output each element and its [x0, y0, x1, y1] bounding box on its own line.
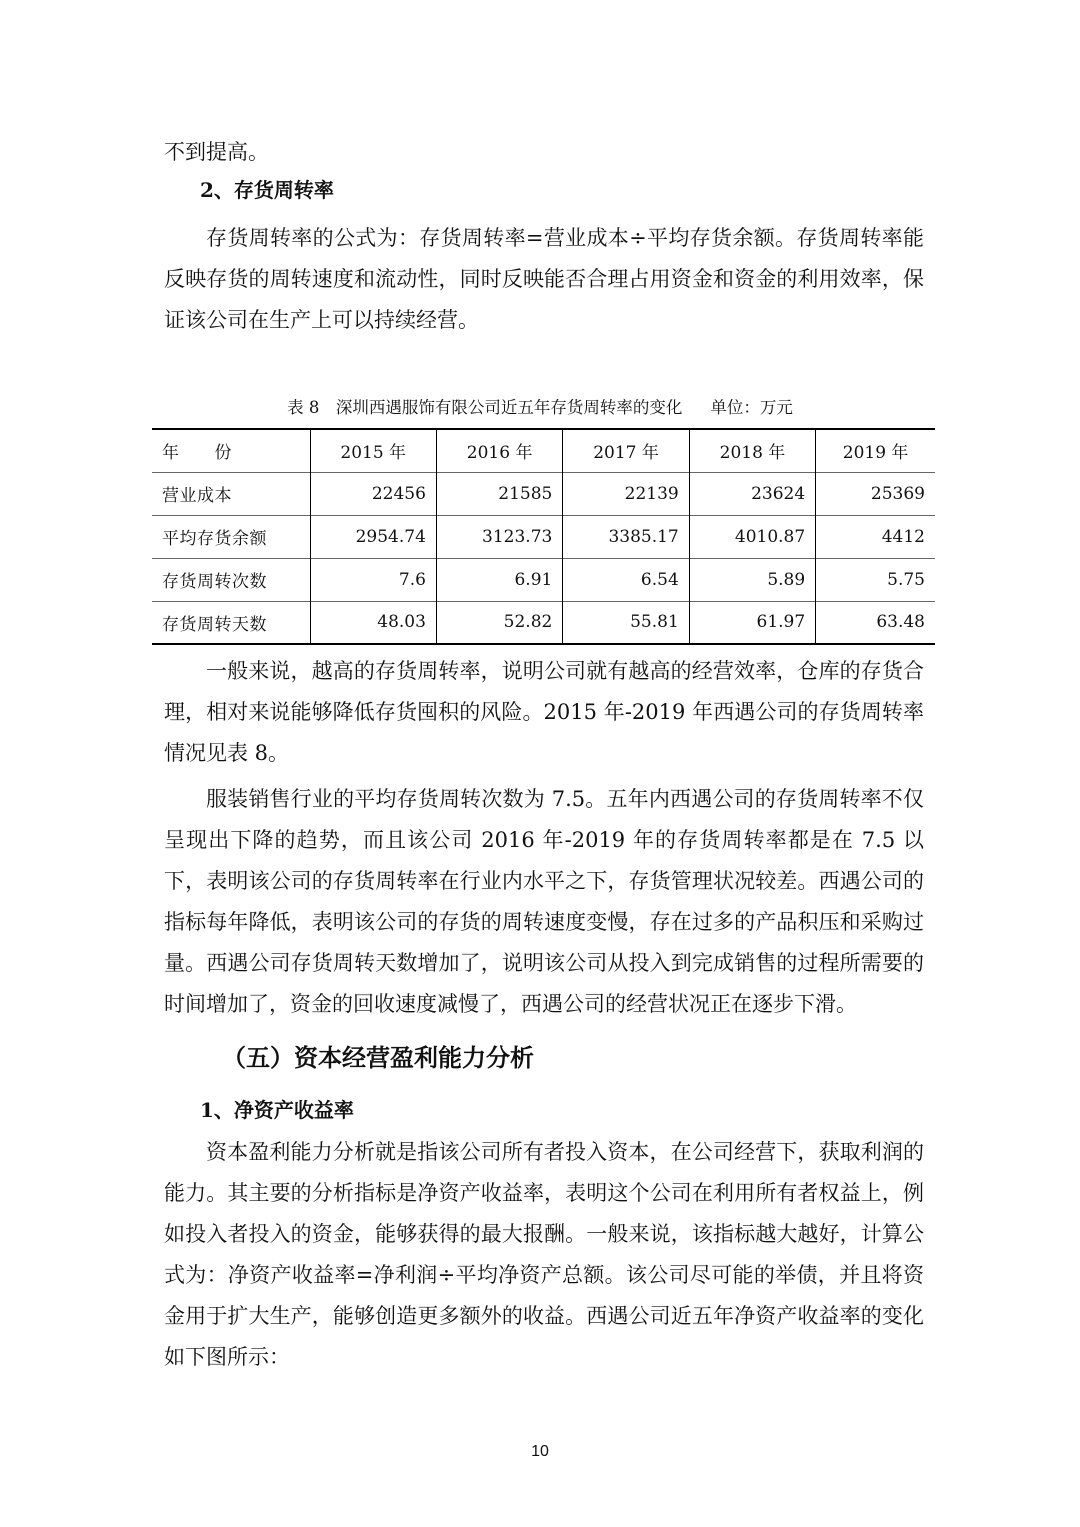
table-row	[152, 558, 935, 601]
section-heading: （五）资本经营盈利能力分析	[222, 1043, 534, 1072]
table-row	[152, 472, 935, 515]
header-year: 2017 年	[563, 429, 689, 472]
header-year: 2018 年	[689, 429, 815, 472]
table-cell: 3385.17	[563, 515, 689, 558]
table-cell: 48.03	[310, 601, 436, 644]
formula-paragraph: 存货周转率的公式为：存货周转率=营业成本÷平均存货余额。存货周转率能反映存货的周转速度和流动性，同时反映能否合理占用资金和资金的利用效率，保证该公司在生产上可以持续经营。	[164, 226, 924, 332]
industry-comparison-paragraph: 服装销售行业的平均存货周转次数为 7.5。五年内西遇公司的存货周转率不仅呈现出下降的趋势，而且该公司 2016 年-2019 年的存货周转率都是在 7.5 以下，表明该公司的存货周转率在行业内水平之下，存货管理状况较差。西遇公司的指标每年降低，表明该公司的存货的周转速度变慢，存在过多的产品积压和采购过量。西遇公司存货周转天数增加了，说明该公司从投入到完成销售的过程所需要的时间增加了，资金的回收速度减慢了，西遇公司的经营状况正在逐步下滑。	[164, 787, 924, 1016]
row-label: 存货周转天数	[152, 601, 310, 644]
table-cell: 25369	[816, 472, 935, 515]
table-cell: 55.81	[563, 601, 689, 644]
table-cell: 4412	[816, 515, 935, 558]
table-cell: 61.97	[689, 601, 815, 644]
inventory-turnover-heading: 2、存货周转率	[200, 178, 334, 202]
table-cell: 7.6	[310, 558, 436, 601]
table-header-row	[152, 429, 935, 472]
table-cell: 2954.74	[310, 515, 436, 558]
table-cell: 21585	[436, 472, 562, 515]
header-year-label: 年 份	[152, 429, 310, 472]
table-cell: 52.82	[436, 601, 562, 644]
efficiency-paragraph: 一般来说，越高的存货周转率，说明公司就有越高的经营效率，仓库的存货合理，相对来说能够降低存货囤积的风险。2015 年-2019 年西遇公司的存货周转率情况见表 8。	[164, 659, 924, 765]
table-cell: 4010.87	[689, 515, 815, 558]
header-year: 2019 年	[816, 429, 935, 472]
table-cell: 22139	[563, 472, 689, 515]
table-cell: 22456	[310, 472, 436, 515]
page-number: 10	[531, 1443, 549, 1460]
header-year: 2016 年	[436, 429, 562, 472]
table-cell: 5.75	[816, 558, 935, 601]
row-label: 存货周转次数	[152, 558, 310, 601]
roe-paragraph: 资本盈利能力分析就是指该公司所有者投入资本，在公司经营下，获取利润的能力。其主要的分析指标是净资产收益率，表明这个公司在利用所有者权益上，例如投入者投入的资金，能够获得的最大报酬。一般来说，该指标越大越好，计算公式为：净资产收益率=净利润÷平均净资产总额。该公司尽可能的举债，并且将资金用于扩大生产，能够创造更多额外的收益。西遇公司近五年净资产收益率的变化如下图所示：	[164, 1140, 924, 1369]
table-cell: 63.48	[816, 601, 935, 644]
row-label: 平均存货余额	[152, 515, 310, 558]
table-row	[152, 515, 935, 558]
table-caption-title: 表 8 深圳西遇服饰有限公司近五年存货周转率的变化	[287, 398, 683, 417]
table-cell: 23624	[689, 472, 815, 515]
roe-heading: 1、净资产收益率	[200, 1098, 354, 1122]
header-year: 2015 年	[310, 429, 436, 472]
table-cell: 6.54	[563, 558, 689, 601]
table-cell: 6.91	[436, 558, 562, 601]
table-cell: 3123.73	[436, 515, 562, 558]
inventory-turnover-table	[152, 428, 935, 645]
intro-line: 不到提高。	[164, 140, 269, 164]
table-row	[152, 601, 935, 644]
table-unit: 单位：万元	[710, 398, 793, 417]
row-label: 营业成本	[152, 472, 310, 515]
table-caption	[0, 394, 1080, 418]
table-cell: 5.89	[689, 558, 815, 601]
